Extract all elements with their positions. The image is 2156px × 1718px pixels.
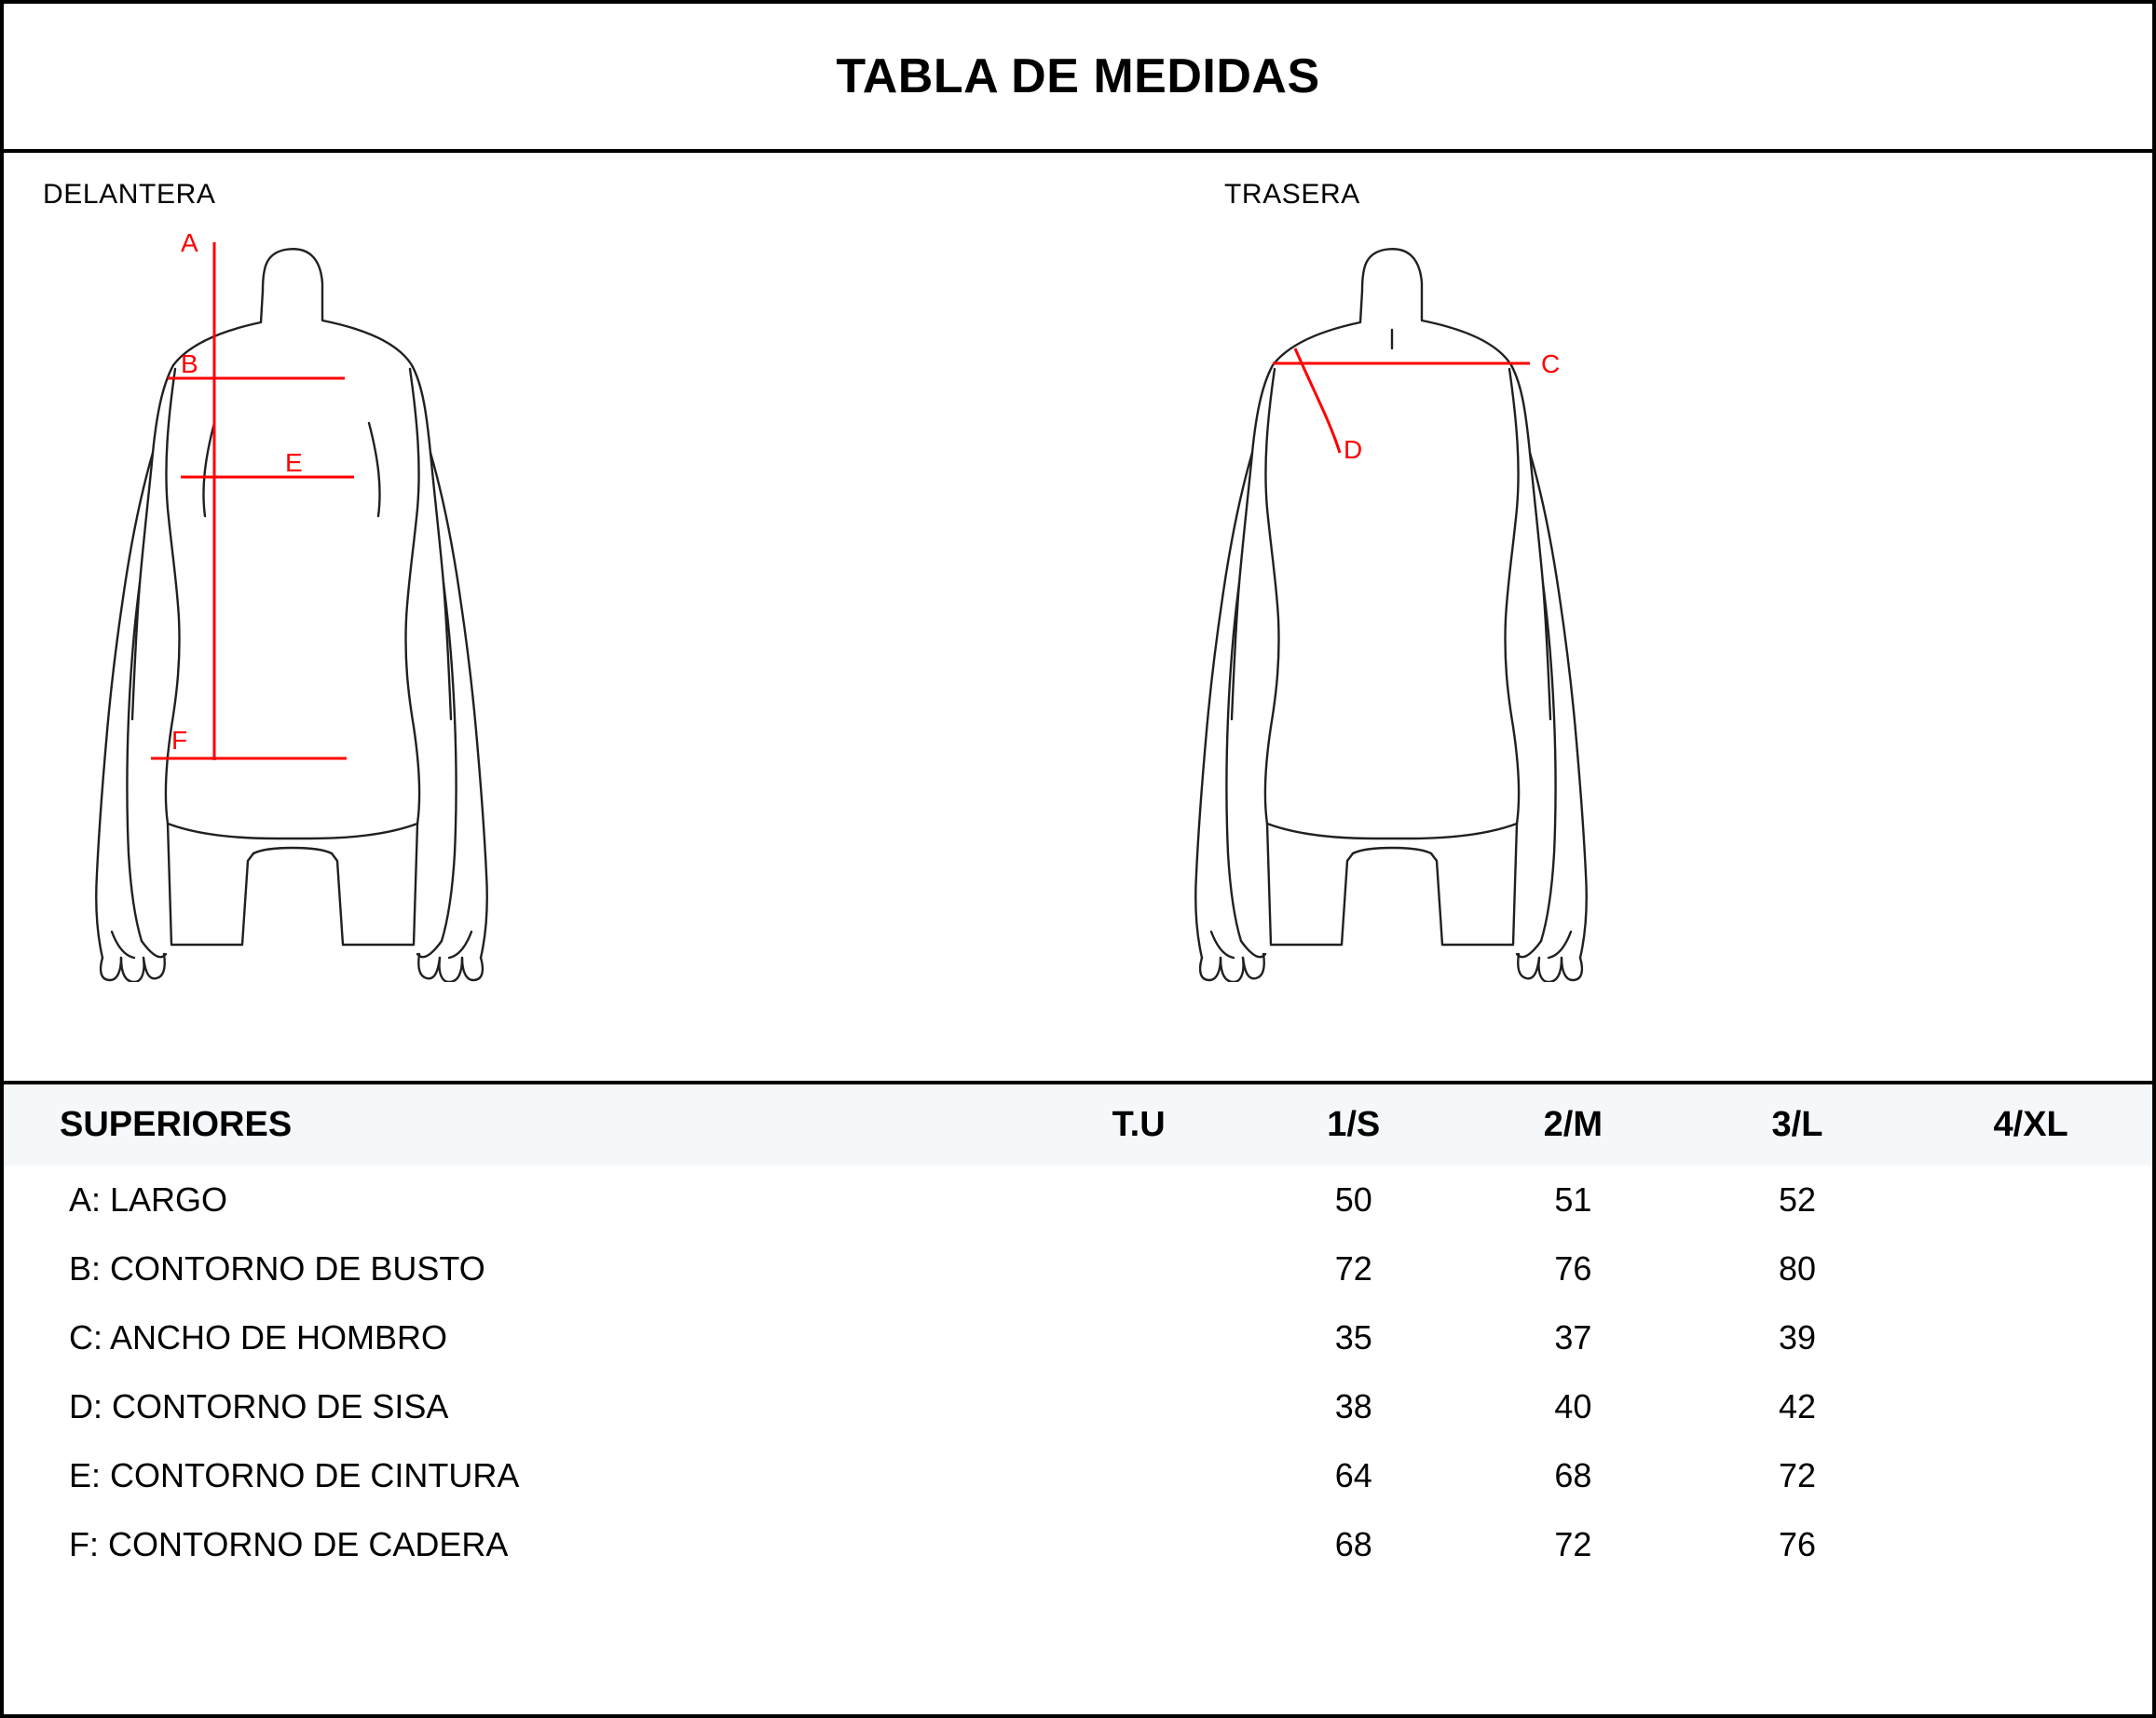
- table-row: [4, 1303, 2152, 1372]
- cell-xl: [1909, 1510, 2152, 1579]
- cell-l: 72: [1778, 1456, 1816, 1494]
- svg-text:E: E: [285, 448, 303, 477]
- row-label: E: CONTORNO DE CINTURA: [69, 1456, 520, 1494]
- cell-m: 40: [1554, 1387, 1592, 1425]
- row-label: C: ANCHO DE HOMBRO: [69, 1318, 448, 1357]
- cell-xl: [1909, 1234, 2152, 1303]
- cell-m: 51: [1554, 1180, 1592, 1219]
- row-label: F: CONTORNO DE CADERA: [69, 1525, 509, 1563]
- cell-tu: [1031, 1166, 1247, 1234]
- cell-l: 76: [1778, 1525, 1816, 1563]
- measurements-table: [4, 1084, 2152, 1579]
- measurements-table-area: [4, 1084, 2152, 1714]
- front-view-label: DELANTERA: [43, 179, 216, 210]
- front-mannequin-figure: [32, 209, 553, 982]
- header-m: 2/M: [1461, 1084, 1685, 1166]
- cell-xl: [1909, 1372, 2152, 1441]
- cell-l: 39: [1778, 1318, 1816, 1357]
- header-s: 1/S: [1246, 1084, 1461, 1166]
- header-tu: T.U: [1031, 1084, 1247, 1166]
- cell-m: 68: [1554, 1456, 1592, 1494]
- cell-m: 72: [1554, 1525, 1592, 1563]
- cell-s: 50: [1334, 1180, 1372, 1219]
- svg-text:D: D: [1344, 435, 1363, 464]
- cell-s: 64: [1334, 1456, 1372, 1494]
- cell-s: 72: [1334, 1249, 1372, 1288]
- header-xl: 4/XL: [1909, 1084, 2152, 1166]
- table-header-row: [4, 1084, 2152, 1166]
- cell-xl: [1909, 1303, 2152, 1372]
- header-category: SUPERIORES: [4, 1084, 1031, 1166]
- back-view-label: TRASERA: [1224, 179, 1360, 210]
- row-label: D: CONTORNO DE SISA: [69, 1387, 449, 1425]
- cell-xl: [1909, 1441, 2152, 1510]
- cell-tu: [1031, 1303, 1247, 1372]
- row-label: B: CONTORNO DE BUSTO: [69, 1249, 485, 1288]
- table-row: [4, 1166, 2152, 1234]
- page-title: TABLA DE MEDIDAS: [836, 49, 1320, 103]
- svg-text:F: F: [171, 726, 188, 755]
- cell-m: 76: [1554, 1249, 1592, 1288]
- table-row: [4, 1234, 2152, 1303]
- svg-text:C: C: [1541, 349, 1561, 378]
- cell-s: 68: [1334, 1525, 1372, 1563]
- cell-l: 80: [1778, 1249, 1816, 1288]
- cell-tu: [1031, 1510, 1247, 1579]
- cell-l: 52: [1778, 1180, 1816, 1219]
- table-row: [4, 1372, 2152, 1441]
- cell-tu: [1031, 1234, 1247, 1303]
- svg-text:B: B: [181, 349, 198, 378]
- title-band: [4, 4, 2152, 153]
- cell-s: 35: [1334, 1318, 1372, 1357]
- svg-text:A: A: [181, 228, 198, 257]
- cell-tu: [1031, 1372, 1247, 1441]
- cell-xl: [1909, 1166, 2152, 1234]
- cell-tu: [1031, 1441, 1247, 1510]
- table-row: [4, 1441, 2152, 1510]
- row-label: A: LARGO: [69, 1180, 228, 1219]
- back-mannequin-figure: [1131, 209, 1653, 982]
- cell-l: 42: [1778, 1387, 1816, 1425]
- cell-m: 37: [1554, 1318, 1592, 1357]
- table-row: [4, 1510, 2152, 1579]
- figures-band: [4, 153, 2152, 1084]
- header-l: 3/L: [1685, 1084, 1910, 1166]
- cell-s: 38: [1334, 1387, 1372, 1425]
